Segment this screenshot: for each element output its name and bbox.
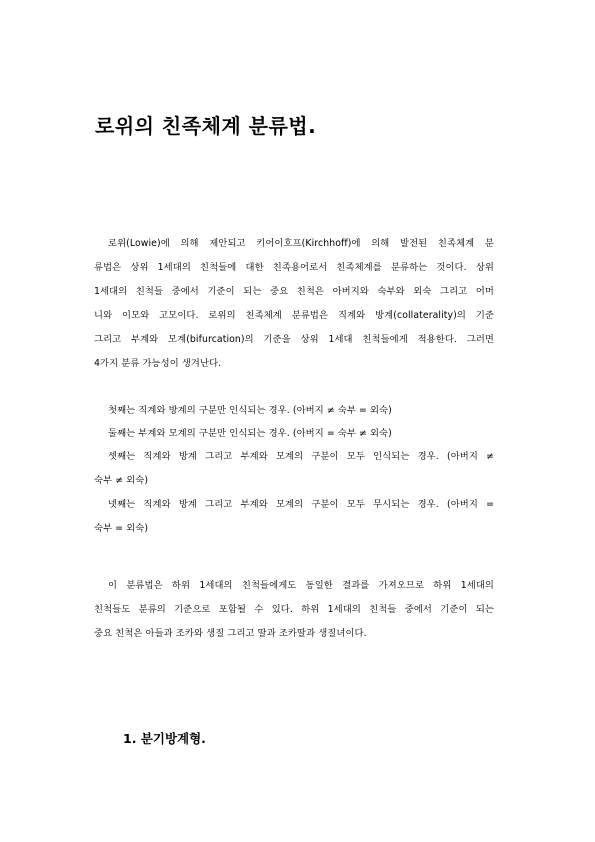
intro-line-6: 4가지 분류 가능성이 생겨난다. (94, 358, 222, 369)
case-2: 둘째는 부계와 모계의 구분만 인식되는 경우. (아버지 = 숙부 ≠ 외숙) (108, 428, 392, 439)
case-4-continued: 숙부 = 외숙) (94, 523, 149, 534)
page-title: 로위의 친족체계 분류법. (95, 114, 317, 138)
closing-line-3: 중요 친척은 아들과 조카와 생질 그리고 딸과 조카딸과 생질녀이다. (94, 628, 367, 639)
case-1: 첫째는 직계와 방계의 구분만 인식되는 경우. (아버지 ≠ 숙부 = 외숙) (108, 405, 392, 416)
intro-line-3: 1세대의 친척들 중에서 기준이 되는 중요 친척은 아버지와 숙부와 외숙 그리고 어머 (94, 286, 494, 297)
closing-line-1: 이 분류법은 하위 1세대의 친척들에게도 동일한 결과를 가져오므로 하위 1세대의 (108, 580, 494, 591)
intro-line-4: 니와 이모와 고모이다. 로위의 친족체계 분류법은 직계와 방계(collaterality)의 기준 (94, 310, 494, 321)
intro-line-2: 류법은 상위 1세대의 친척들에 대한 친족용어로서 친족체계를 분류하는 것이다. 상위 (94, 262, 494, 273)
case-3: 셋째는 직계와 방계 그리고 부계와 모계의 구분이 모두 인식되는 경우. (아버지 ≠ (108, 451, 494, 462)
closing-line-2: 친척들도 분류의 기준으로 포함될 수 있다. 하위 1세대의 친척들 중에서 기준이 되는 (94, 604, 494, 615)
intro-line-5: 그리고 부계와 모계(bifurcation)의 기준을 상위 1세대 친척들에게 적용한다. 그러면 (94, 334, 494, 345)
case-4: 넷째는 직계와 방계 그리고 부계와 모계의 구분이 모두 무시되는 경우. (아버지 = (108, 499, 494, 510)
case-3-continued: 숙부 ≠ 외숙) (94, 475, 149, 486)
intro-line-1: 로위(Lowie)에 의해 제안되고 키어이호프(Kirchhoff)에 의해 발전된 친족체계 분 (108, 238, 494, 249)
section-heading: 1. 분기방계형. (123, 731, 206, 746)
